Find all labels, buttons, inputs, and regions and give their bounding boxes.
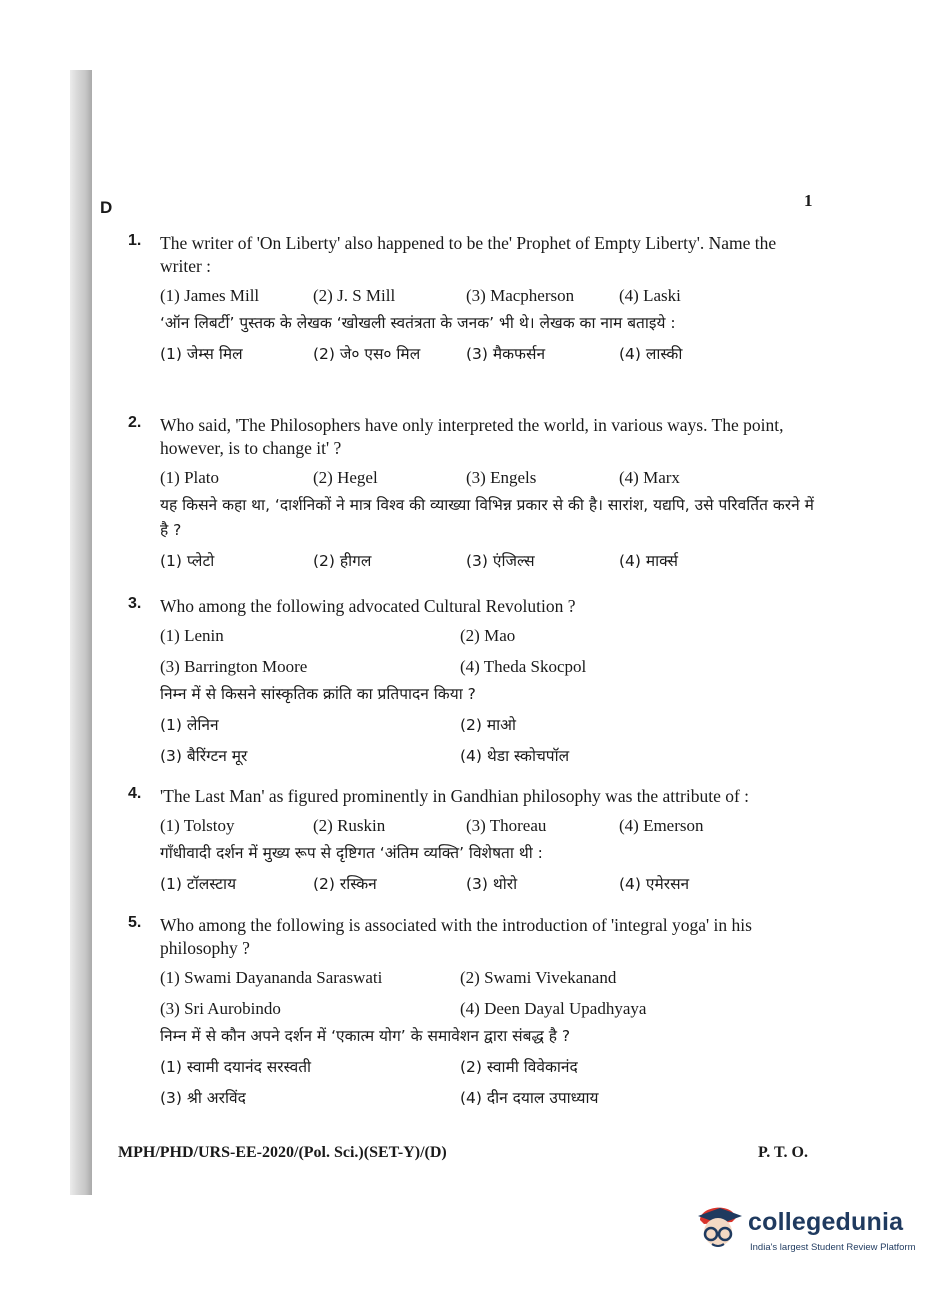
collegedunia-logo-icon <box>690 1200 746 1258</box>
option-hindi: (2) माओ <box>460 716 517 734</box>
option: (2) Swami Vivekanand <box>460 968 617 987</box>
collegedunia-watermark[interactable] <box>690 1200 920 1270</box>
option-hindi: (3) बैरिंग्टन मूर <box>160 747 248 765</box>
options-en <box>160 284 814 308</box>
question-4 <box>128 785 814 896</box>
options-hi <box>160 713 814 768</box>
option-hindi: (1) लेनिन <box>160 716 219 734</box>
brand-name: collegedunia <box>748 1208 904 1236</box>
options-hi <box>160 1055 814 1110</box>
option: (2) J. S Mill <box>313 286 396 305</box>
question-1 <box>128 232 814 366</box>
option-hindi: (1) जेम्स मिल <box>160 345 243 363</box>
options-en <box>160 814 814 838</box>
option-hindi: (1) स्वामी दयानंद सरस्वती <box>160 1058 312 1076</box>
option: (4) Deen Dayal Upadhyaya <box>460 999 647 1018</box>
paper-code: MPH/PHD/URS-EE-2020/(Pol. Sci.)(SET-Y)/(D) <box>118 1144 447 1161</box>
options-en <box>160 966 814 1021</box>
option: (4) Emerson <box>619 816 704 835</box>
option: (4) Theda Skocpol <box>460 657 587 676</box>
option: (3) Macpherson <box>466 286 575 305</box>
option: (1) Swami Dayananda Saraswati <box>160 968 383 987</box>
question-3 <box>128 595 814 768</box>
option: (2) Ruskin <box>313 816 386 835</box>
question-text: 'The Last Man' as figured prominently in Gandhian philosophy was the attribute of : <box>160 786 750 806</box>
options-en <box>160 624 814 679</box>
option-hindi: (2) हीगल <box>313 552 372 570</box>
options-hi <box>160 549 814 573</box>
pto-label: P. T. O. <box>758 1144 808 1161</box>
question-text: The writer of 'On Liberty' also happened to be the' Prophet of Empty Liberty'. Name the writer : <box>160 233 777 276</box>
options-hi <box>160 342 814 366</box>
option: (2) Mao <box>460 626 516 645</box>
option: (2) Hegel <box>313 468 378 487</box>
option: (3) Thoreau <box>466 816 547 835</box>
option: (4) Marx <box>619 468 680 487</box>
option-hindi: (4) लास्की <box>619 345 683 363</box>
option: (4) Laski <box>619 286 681 305</box>
option-hindi: (4) मार्क्स <box>619 552 678 570</box>
option: (3) Barrington Moore <box>160 657 308 676</box>
question-number: 2. <box>128 414 142 431</box>
option-hindi: (2) स्वामी विवेकानंद <box>460 1058 578 1076</box>
option-hindi: (1) टॉलस्टाय <box>160 875 237 893</box>
question-text-hindi: निम्न में से कौन अपने दर्शन में ‘एकात्म योग’ के समावेशन द्वारा संबद्ध है ? <box>160 1027 571 1045</box>
options-en <box>160 466 814 490</box>
option-hindi: (3) श्री अरविंद <box>160 1089 246 1107</box>
options-hi <box>160 872 814 896</box>
question-number: 4. <box>128 785 142 802</box>
question-text-hindi: निम्न में से किसने सांस्कृतिक क्रांति का प्रतिपादन किया ? <box>160 685 476 703</box>
question-text: Who said, 'The Philosophers have only interpreted the world, in various ways. The point, however, is to change it' ? <box>160 415 784 458</box>
question-number: 3. <box>128 595 142 612</box>
option-hindi: (3) एंजिल्स <box>466 552 535 570</box>
question-text-hindi: गाँधीवादी दर्शन में मुख्य रूप से दृष्टिगत ‘अंतिम व्यक्ति’ विशेषता थी : <box>160 844 543 862</box>
page-number: 1 <box>804 191 813 210</box>
option-hindi: (3) थोरो <box>466 875 518 893</box>
option: (1) Lenin <box>160 626 224 645</box>
option-hindi: (4) एमेरसन <box>619 875 690 893</box>
option-hindi: (2) रस्किन <box>313 875 377 893</box>
option: (1) James Mill <box>160 286 260 305</box>
question-number: 5. <box>128 914 142 931</box>
question-text-hindi: ‘ऑन लिबर्टी’ पुस्तक के लेखक ‘खोखली स्वतंत्रता के जनक’ भी थे। लेखक का नाम बताइये : <box>160 314 676 332</box>
option: (1) Plato <box>160 468 220 487</box>
option-hindi: (3) मैकफर्सन <box>466 345 546 363</box>
option-hindi: (4) दीन दयाल उपाध्याय <box>460 1089 599 1107</box>
option-hindi: (4) थेडा स्कोचपॉल <box>460 747 570 765</box>
question-2 <box>128 414 814 573</box>
question-5 <box>128 914 814 1110</box>
brand-tagline: India's largest Student Review Platform <box>750 1242 916 1253</box>
question-text: Who among the following advocated Cultural Revolution ? <box>160 596 576 616</box>
question-number: 1. <box>128 232 142 249</box>
option-hindi: (2) जे० एस० मिल <box>313 345 421 363</box>
option: (1) Tolstoy <box>160 816 235 835</box>
set-letter: D <box>100 198 113 217</box>
option-hindi: (1) प्लेटो <box>160 552 215 570</box>
scan-shadow-edge <box>70 70 92 1195</box>
option: (3) Sri Aurobindo <box>160 999 281 1018</box>
option: (3) Engels <box>466 468 537 487</box>
question-text: Who among the following is associated with the introduction of 'integral yoga' in his philosophy ? <box>160 915 752 958</box>
question-text-hindi: यह किसने कहा था, ‘दार्शनिकों ने मात्र विश्व की व्याख्या विभिन्न प्रकार से की है। सारांश, यद्यपि, उसे परिवर्तित करने में है ? <box>160 496 814 539</box>
